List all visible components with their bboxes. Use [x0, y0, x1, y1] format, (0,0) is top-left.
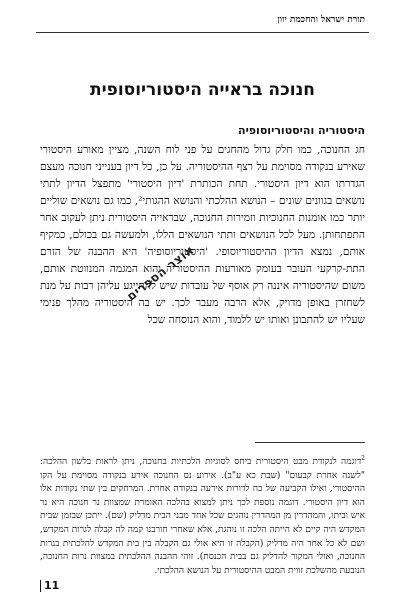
section-heading: היסטוריה והיסטוריוסופיה [238, 124, 365, 137]
footnote-text: דוגמה לנקודת מבט היסטורית ביחס לסוגיות הלכתיות בחנוכה, ניתן לראות בלשון ההלכה: "לשנה אחרת קבעום" (שבת כא ע"ב). אירוע נס החנוכה אירע בנקודה מסוימת על הקו ההיסטורי, ואילו הקביעה של כח לדורות אירעה בנקודה אחרת. המרחקים בין שתי נקודות אלו הוא דיון היסטורי. דוגמה נוספת לכך ניתן למצוא בהלכה האומרת שמצוות נר חנוכה היא נר איש וביתו, והמהדרין מן המהדרין נוהגים שכל אחד מבני הבית מדליק (שם). ייתכן שבזמן שבית המקדש היה קיים לא הייתה הלכה זו נוהגת, אלא שאחרי חורבנו קמה לה קבלה לגרות המקדש, ושם לא כל אחד היה מדליק (הקבלה זו היא אולי גם הקבלה בין בית המקדש להלכתית בנרות החנוכה, ואולי המקור להדליק גם בבית הכנסת). זוהי ההבנה ההלכתית במצוות נרות החנוכה, הנובעת מהשלכת זווית המבט ההיסטורית על הנושא ההלכתי. [40, 457, 365, 576]
header-rule [36, 32, 369, 33]
page-number-value: 11 [44, 579, 60, 592]
page-number-bar [40, 580, 41, 592]
body-text [40, 142, 365, 329]
page-number [40, 579, 59, 592]
running-head: תורת ישראל והחכמת יוון [277, 15, 365, 25]
chapter-title: חנוכה בראייה היסטוריוסופית [90, 80, 315, 100]
footnote [40, 452, 365, 578]
footnote-rule [255, 442, 365, 443]
footnote-marker: 2 [361, 455, 365, 462]
body-paragraph: חג החנוכה, כמו חלק גדול מהחגים על פני לוח השנה, מציין מאורע היסטורי שאירע בנקודה מסוימת על רצף ההיסטוריה. על כן, כל דיון בענייני חנוכה מעצם הגדרתו הוא דיון היסטורי. תחת הכותרת 'דיון היסטורי' מתפצל הדיון לתתי נושאים בגוונים שונים – הנושא ההלכתי והנושא ההגותי², כמו גם נושאים שוליים יותר כמו אומנות החנוכיות וזמירות החנוכה, שבראייה היסטורית ניתן לעקוב אחר התפתחותן. מעל לכל הנושאים ותתי הנושאים הללו, ולמעשה גם בכולם, כמקיף אותם, נמצא הדיון ההיסטוריוסופי. 'היסטוריוסופיה' היא ההבנה של הזרם התת-קרקעי העובר בעומק מאורעות ההיסטוריה והוא המגמה המנווטת אותם, משום שהיסטוריה איננה רק אוסף של עובדות שיש להתייגע עליהן רבות על מנת לשחזרן באופן מדויק, אלא הרבה מעבר לכך. יש בה היסטוריה מהלך פנימי שעליו יש להתבונן ואותו יש ללמוד, והוא הנוסחה שכל [40, 144, 365, 326]
library-stamp: אוצר הספרים [124, 242, 197, 304]
